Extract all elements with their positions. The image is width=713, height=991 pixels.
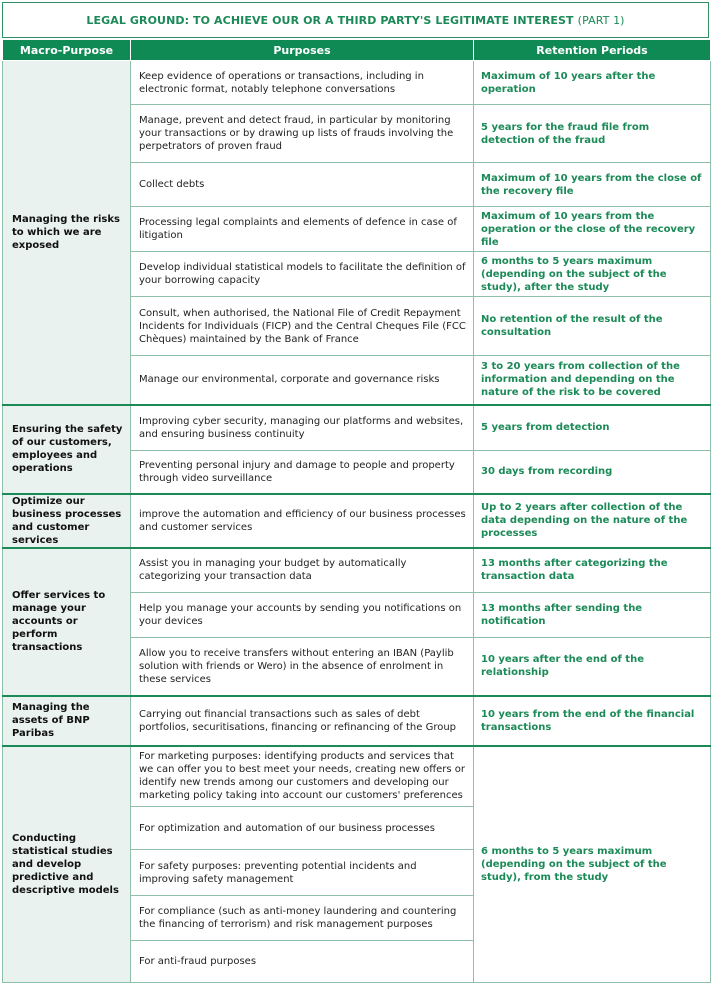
section-title-main: LEGAL GROUND: TO ACHIEVE OUR OR A THIRD PARTY'S LEGITIMATE INTEREST [86, 13, 574, 27]
macro-purpose-cell: Offer services to manage your accounts or perform transactions [3, 548, 131, 696]
retention-cell: Maximum of 10 years after the operation [474, 61, 711, 105]
retention-cell: 10 years after the end of the relationship [474, 638, 711, 696]
retention-cell: Up to 2 years after collection of the data depending on the nature of the processes [474, 494, 711, 548]
purpose-cell: improve the automation and efficiency of our business processes and customer services [131, 494, 474, 548]
retention-cell: 13 months after categorizing the transaction data [474, 548, 711, 593]
retention-cell: 13 months after sending the notification [474, 593, 711, 638]
purpose-cell: Allow you to receive transfers without entering an IBAN (Paylib solution with friends or Wero) in the absence of enrolment in these services [131, 638, 474, 696]
macro-purpose-cell: Managing the assets of BNP Paribas [3, 696, 131, 746]
purpose-cell: Preventing personal injury and damage to people and property through video surveillance [131, 451, 474, 494]
table-row [3, 405, 711, 451]
header-row [3, 40, 711, 61]
retention-cell: 10 years from the end of the financial transactions [474, 696, 711, 746]
purpose-cell: Consult, when authorised, the National File of Credit Repayment Incidents for Individuals (FICP) and the Central Cheques File (FCC Chèques) maintained by the Bank of France [131, 297, 474, 356]
purpose-cell: Develop individual statistical models to facilitate the definition of your borrowing capacity [131, 252, 474, 297]
macro-purpose-cell: Managing the risks to which we are exposed [3, 61, 131, 405]
retention-cell: Maximum of 10 years from the close of the recovery file [474, 163, 711, 207]
purpose-cell: For compliance (such as anti-money laundering and countering the financing of terrorism) and risk management purposes [131, 896, 474, 941]
purpose-cell: Help you manage your accounts by sending you notifications on your devices [131, 593, 474, 638]
purpose-cell: For marketing purposes: identifying products and services that we can offer you to best meet your needs, creating new offers or identify new trends among our customers and developing our marketing policy taking into account our customers' preferences [131, 746, 474, 807]
purpose-cell: For optimization and automation of our business processes [131, 807, 474, 850]
table-row [3, 548, 711, 593]
purpose-cell: Assist you in managing your budget by automatically categorizing your transaction data [131, 548, 474, 593]
table-row [3, 494, 711, 548]
header-macro-purpose: Macro-Purpose [3, 40, 131, 61]
retention-cell: 6 months to 5 years maximum (depending on the subject of the study), after the study [474, 252, 711, 297]
retention-cell: 3 to 20 years from collection of the information and depending on the nature of the risk to be covered [474, 356, 711, 405]
header-retention-periods: Retention Periods [474, 40, 711, 61]
purpose-cell: Improving cyber security, managing our platforms and websites, and ensuring business continuity [131, 405, 474, 451]
macro-purpose-cell: Optimize our business processes and customer services [3, 494, 131, 548]
purpose-cell: Carrying out financial transactions such as sales of debt portfolios, securitisations, financing or refinancing of the Group [131, 696, 474, 746]
retention-cell: 5 years for the fraud file from detection of the fraud [474, 105, 711, 163]
header-purposes: Purposes [131, 40, 474, 61]
retention-cell: 5 years from detection [474, 405, 711, 451]
purpose-cell: For anti-fraud purposes [131, 941, 474, 983]
retention-cell: Maximum of 10 years from the operation or the close of the recovery file [474, 207, 711, 252]
table-row [3, 61, 711, 105]
retention-cell-shared: 6 months to 5 years maximum (depending on the subject of the study), from the study [474, 746, 711, 983]
macro-purpose-cell: Conducting statistical studies and develop predictive and descriptive models [3, 746, 131, 983]
section-title-part: (PART 1) [577, 13, 625, 27]
purpose-cell: For safety purposes: preventing potential incidents and improving safety management [131, 850, 474, 896]
purpose-cell: Manage, prevent and detect fraud, in particular by monitoring your transactions or by drawing up lists of frauds involving the perpetrators of proven fraud [131, 105, 474, 163]
table-row [3, 746, 711, 807]
retention-cell: 30 days from recording [474, 451, 711, 494]
table-row [3, 696, 711, 746]
purpose-cell: Keep evidence of operations or transactions, including in electronic format, notably telephone conversations [131, 61, 474, 105]
macro-purpose-cell: Ensuring the safety of our customers, employees and operations [3, 405, 131, 494]
purpose-cell: Manage our environmental, corporate and governance risks [131, 356, 474, 405]
retention-cell: No retention of the result of the consultation [474, 297, 711, 356]
retention-table [2, 39, 711, 983]
purpose-cell: Collect debts [131, 163, 474, 207]
purpose-cell: Processing legal complaints and elements of defence in case of litigation [131, 207, 474, 252]
section-title [2, 2, 709, 38]
